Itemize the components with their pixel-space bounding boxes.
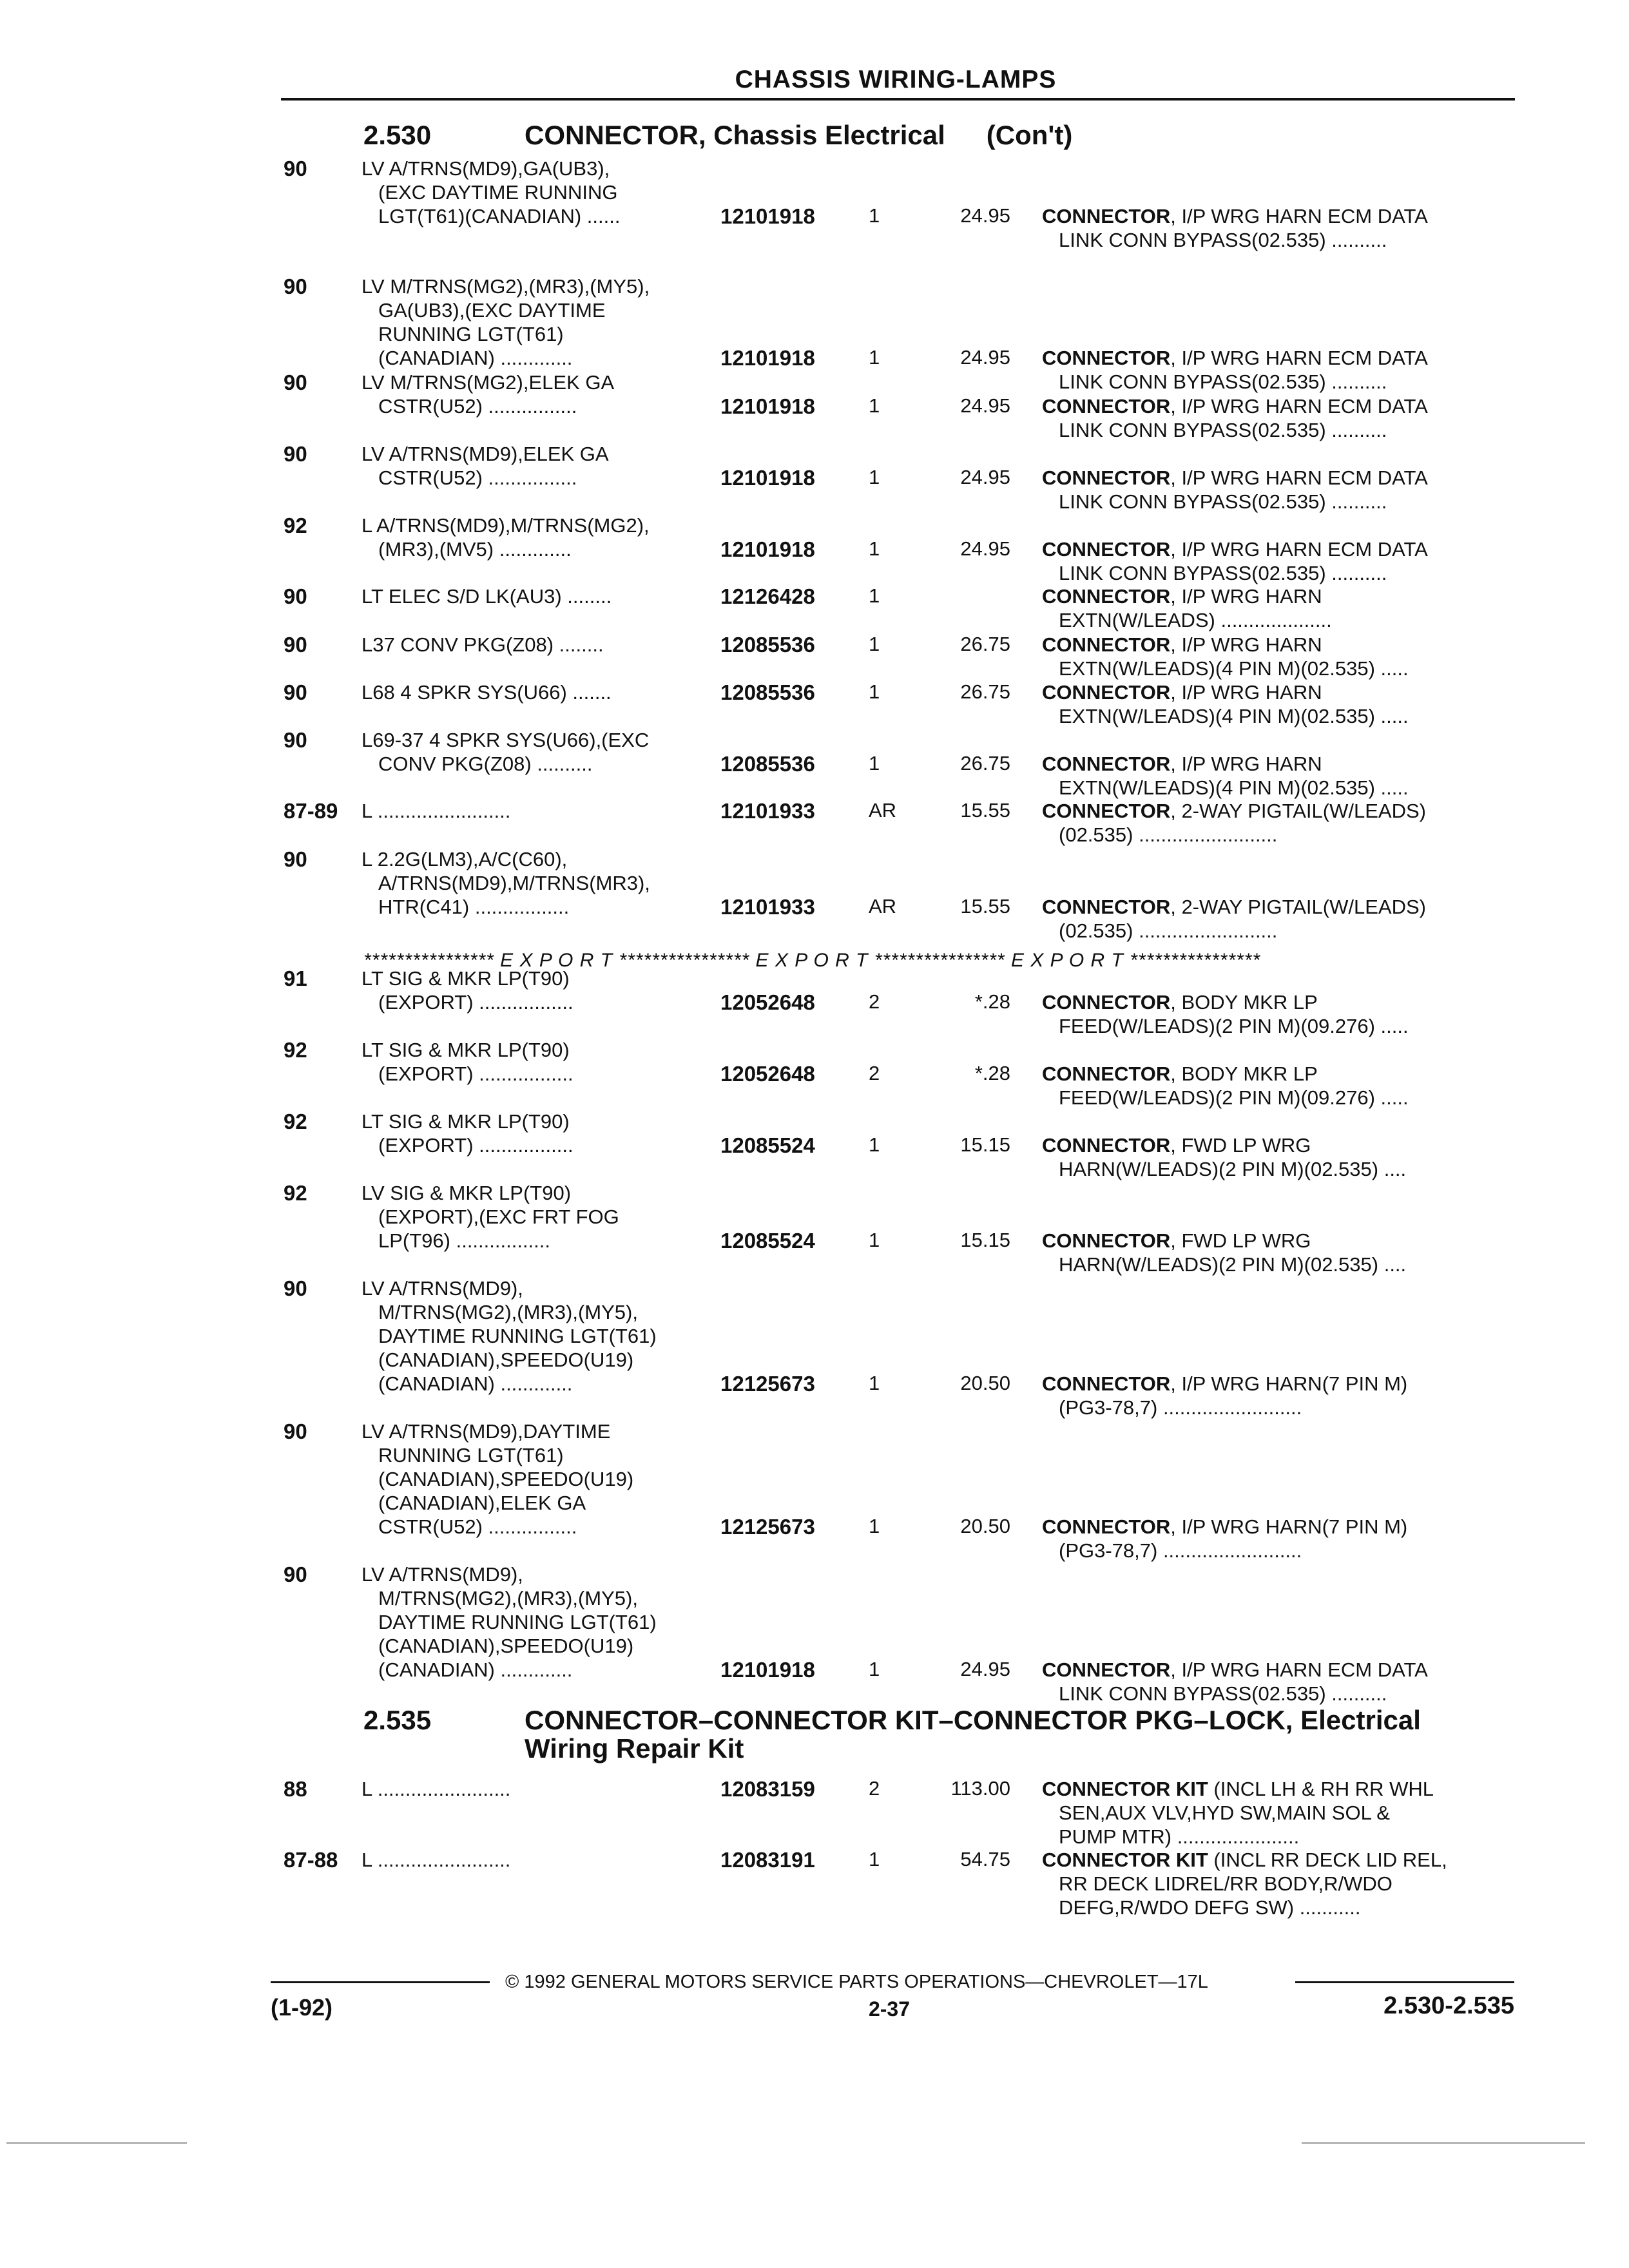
export-stars: **************** (363, 950, 494, 971)
section-number: 2.535 (363, 1705, 432, 1735)
description-line: (CANADIAN),ELEK GA (378, 1492, 586, 1514)
part-description-line: HARN(W/LEADS)(2 PIN M)(02.535) .... (1059, 1253, 1407, 1276)
export-word: E X P O R T (500, 950, 613, 971)
part-number: 12085524 (720, 1229, 815, 1253)
quantity: 1 (869, 204, 880, 227)
description-line: A/TRNS(MD9),M/TRNS(MR3), (378, 872, 650, 894)
part-detail: (INCL LH & RH RR WHL (1208, 1778, 1434, 1800)
part-detail: , I/P WRG HARN ECM DATA (1170, 538, 1428, 561)
part-number: 12125673 (720, 1515, 815, 1539)
description-line: L69-37 4 SPKR SYS(U66),(EXC (361, 729, 650, 751)
part-number: 12083191 (720, 1848, 815, 1872)
page-number: 2-37 (868, 1997, 911, 2021)
part-description (1042, 1229, 1512, 1276)
part-description (1042, 1372, 1512, 1419)
part-description-line: (02.535) ......................... (1059, 823, 1278, 846)
part-description-line: (PG3-78,7) ......................... (1059, 1396, 1302, 1419)
description-line: (CANADIAN),SPEEDO(U19) (378, 1468, 634, 1490)
part-description (1042, 1515, 1512, 1562)
part-detail: , I/P WRG HARN ECM DATA (1170, 347, 1428, 369)
description-line: GA(UB3),(EXC DAYTIME (378, 299, 606, 322)
part-name: CONNECTOR (1042, 1134, 1171, 1157)
description-line: CSTR(U52) ................ (378, 395, 577, 418)
part-description-line: LINK CONN BYPASS(02.535) .......... (1059, 229, 1387, 251)
description-line: LT ELEC S/D LK(AU3) ........ (361, 585, 612, 608)
price: *.28 (974, 990, 1010, 1013)
description-line: LV A/TRNS(MD9),DAYTIME (361, 1420, 611, 1443)
export-stars: **************** (874, 950, 1005, 971)
price: 15.55 (960, 895, 1010, 918)
part-name: CONNECTOR (1042, 896, 1171, 918)
usage-description (361, 274, 722, 370)
model-year: 92 (284, 1181, 307, 1205)
part-description-line: (02.535) ......................... (1059, 919, 1278, 942)
part-description-line: SEN,AUX VLV,HYD SW,MAIN SOL & (1059, 1802, 1390, 1824)
quantity: 2 (869, 990, 880, 1013)
part-description (1042, 1777, 1512, 1849)
part-description-line (1042, 1062, 1512, 1086)
part-description-line: (PG3-78,7) ......................... (1059, 1539, 1302, 1562)
part-detail: , I/P WRG HARN (1170, 585, 1322, 608)
description-line: L A/TRNS(MD9),M/TRNS(MG2), (361, 514, 650, 537)
export-banner (363, 950, 1512, 972)
part-description-line: PUMP MTR) ...................... (1059, 1825, 1300, 1848)
part-name: CONNECTOR KIT (1042, 1849, 1208, 1871)
usage-description (361, 1562, 722, 1682)
part-detail: , 2-WAY PIGTAIL(W/LEADS) (1170, 800, 1426, 822)
usage-description (361, 1777, 722, 1801)
part-description-line: LINK CONN BYPASS(02.535) .......... (1059, 1682, 1387, 1705)
description-line: LGT(T61)(CANADIAN) ...... (378, 205, 621, 227)
model-year: 90 (284, 274, 307, 298)
description-line: L68 4 SPKR SYS(U66) ....... (361, 681, 612, 704)
part-description-line: LINK CONN BYPASS(02.535) .......... (1059, 562, 1387, 584)
part-description-line (1042, 1777, 1512, 1801)
part-description-line: EXTN(W/LEADS)(4 PIN M)(02.535) ..... (1059, 705, 1409, 727)
description-line: RUNNING LGT(T61) (378, 1444, 564, 1466)
part-name: CONNECTOR (1042, 1658, 1171, 1681)
part-description-line (1042, 537, 1512, 561)
price: 15.15 (960, 1229, 1010, 1251)
part-detail: , I/P WRG HARN (1170, 633, 1322, 656)
part-number: 12101918 (720, 204, 815, 228)
part-detail: , I/P WRG HARN (1170, 753, 1322, 775)
part-number: 12101918 (720, 537, 815, 561)
part-number: 12126428 (720, 584, 815, 608)
part-name: CONNECTOR (1042, 753, 1171, 775)
model-year: 90 (284, 584, 307, 608)
usage-description (361, 370, 722, 418)
model-year: 90 (284, 157, 307, 180)
model-year: 90 (284, 847, 307, 871)
quantity: 1 (869, 394, 880, 417)
part-number: 12085536 (720, 752, 815, 776)
description-line: L ........................ (361, 1849, 511, 1871)
part-number: 12052648 (720, 1062, 815, 1086)
part-description (1042, 990, 1512, 1038)
quantity: 2 (869, 1062, 880, 1084)
part-description-line: EXTN(W/LEADS)(4 PIN M)(02.535) ..... (1059, 776, 1409, 799)
price: 20.50 (960, 1515, 1010, 1537)
price: 24.95 (960, 466, 1010, 488)
part-detail: , 2-WAY PIGTAIL(W/LEADS) (1170, 896, 1426, 918)
part-description (1042, 204, 1512, 252)
price: 24.95 (960, 394, 1010, 417)
part-number: 12101933 (720, 799, 815, 823)
description-line: (CANADIAN) ............. (378, 1372, 573, 1395)
model-year: 90 (284, 370, 307, 394)
description-line: LV A/TRNS(MD9), (361, 1563, 523, 1586)
part-number: 12101918 (720, 1658, 815, 1682)
model-year: 90 (284, 1276, 307, 1300)
part-number: 12083159 (720, 1777, 815, 1801)
part-name: CONNECTOR KIT (1042, 1778, 1208, 1800)
usage-description (361, 514, 722, 561)
description-line: L 2.2G(LM3),A/C(C60), (361, 848, 568, 870)
quantity: 1 (869, 346, 880, 369)
description-line: (EXPORT),(EXC FRT FOG (378, 1206, 619, 1228)
description-line: L ........................ (361, 800, 511, 822)
quantity: AR (869, 799, 897, 822)
description-line: L37 CONV PKG(Z08) ........ (361, 633, 604, 656)
part-description (1042, 1658, 1512, 1706)
part-number: 12085536 (720, 633, 815, 657)
part-description-line: RR DECK LIDREL/RR BODY,R/WDO (1059, 1872, 1393, 1895)
quantity: 1 (869, 1658, 880, 1680)
part-name: CONNECTOR (1042, 585, 1171, 608)
description-line: M/TRNS(MG2),(MR3),(MY5), (378, 1587, 638, 1610)
usage-description (361, 1110, 722, 1157)
part-description (1042, 1133, 1512, 1181)
usage-description (361, 680, 722, 704)
part-description-line: FEED(W/LEADS)(2 PIN M)(09.276) ..... (1059, 1086, 1409, 1109)
model-year: 87-89 (284, 799, 338, 823)
part-number: 12101918 (720, 346, 815, 370)
part-description-line (1042, 895, 1512, 919)
model-year: 91 (284, 966, 307, 990)
part-description-line (1042, 346, 1512, 370)
usage-description (361, 1848, 722, 1872)
footer-date: (1-92) (271, 1994, 333, 2021)
part-name: CONNECTOR (1042, 991, 1171, 1014)
part-detail: (INCL RR DECK LID REL, (1208, 1849, 1447, 1871)
model-year: 90 (284, 728, 307, 752)
export-stars: **************** (619, 950, 750, 971)
description-line: (CANADIAN),SPEEDO(U19) (378, 1635, 634, 1657)
part-description-line (1042, 1372, 1512, 1396)
description-line: CSTR(U52) ................ (378, 1515, 577, 1538)
quantity: 1 (869, 1372, 880, 1394)
description-line: HTR(C41) ................. (378, 896, 570, 918)
part-description (1042, 346, 1512, 394)
description-line: CONV PKG(Z08) .......... (378, 753, 593, 775)
part-name: CONNECTOR (1042, 395, 1171, 418)
part-description (1042, 895, 1512, 943)
part-description-line (1042, 394, 1512, 418)
price: 24.95 (960, 204, 1010, 227)
description-line: LV A/TRNS(MD9),GA(UB3), (361, 157, 610, 180)
description-line: LV SIG & MKR LP(T90) (361, 1182, 572, 1204)
quantity: 1 (869, 1848, 880, 1870)
section-title: CONNECTOR–CONNECTOR KIT–CONNECTOR PKG–LOCK, Electrical (525, 1705, 1421, 1735)
part-detail: , FWD LP WRG (1170, 1229, 1311, 1252)
part-description-line (1042, 680, 1512, 704)
part-description-line: EXTN(W/LEADS) .................... (1059, 609, 1332, 631)
part-description-line (1042, 1658, 1512, 1682)
part-description-line (1042, 1229, 1512, 1253)
description-line: LV A/TRNS(MD9), (361, 1277, 523, 1300)
model-year: 92 (284, 1110, 307, 1133)
quantity: 2 (869, 1777, 880, 1800)
part-description-line: EXTN(W/LEADS)(4 PIN M)(02.535) ..... (1059, 657, 1409, 680)
usage-description (361, 1276, 722, 1396)
description-line: (CANADIAN) ............. (378, 1658, 573, 1681)
model-year: 90 (284, 680, 307, 704)
part-description-line (1042, 633, 1512, 657)
usage-description (361, 1181, 722, 1253)
part-name: CONNECTOR (1042, 633, 1171, 656)
price: 26.75 (960, 633, 1010, 655)
description-line: (EXPORT) ................. (378, 991, 574, 1014)
description-line: LV M/TRNS(MG2),(MR3),(MY5), (361, 275, 650, 298)
part-detail: , BODY MKR LP (1170, 1062, 1318, 1085)
part-description-line (1042, 752, 1512, 776)
part-description (1042, 537, 1512, 585)
part-number: 12101933 (720, 895, 815, 919)
description-line: M/TRNS(MG2),(MR3),(MY5), (378, 1301, 638, 1323)
export-word: E X P O R T (755, 950, 869, 971)
part-description (1042, 633, 1512, 680)
part-description (1042, 1062, 1512, 1110)
part-number: 12085524 (720, 1133, 815, 1157)
quantity: 1 (869, 537, 880, 560)
part-description-line: FEED(W/LEADS)(2 PIN M)(09.276) ..... (1059, 1015, 1409, 1037)
section-heading (363, 1705, 1421, 1763)
model-year: 88 (284, 1777, 307, 1801)
part-name: CONNECTOR (1042, 538, 1171, 561)
description-line: DAYTIME RUNNING LGT(T61) (378, 1611, 657, 1633)
part-detail: , BODY MKR LP (1170, 991, 1318, 1014)
description-line: (CANADIAN),SPEEDO(U19) (378, 1349, 634, 1371)
quantity: 1 (869, 1515, 880, 1537)
description-line: LV M/TRNS(MG2),ELEK GA (361, 371, 615, 394)
quantity: 1 (869, 584, 880, 607)
usage-description (361, 584, 722, 608)
part-name: CONNECTOR (1042, 1515, 1171, 1538)
description-line: (CANADIAN) ............. (378, 347, 573, 369)
part-description-line: LINK CONN BYPASS(02.535) .......... (1059, 419, 1387, 441)
part-description-line (1042, 466, 1512, 490)
part-detail: , I/P WRG HARN(7 PIN M) (1170, 1372, 1408, 1395)
part-description-line: LINK CONN BYPASS(02.535) .......... (1059, 370, 1387, 393)
part-description (1042, 466, 1512, 514)
price: 26.75 (960, 680, 1010, 703)
header-rule (281, 98, 1515, 101)
usage-description (361, 633, 722, 657)
usage-description (361, 728, 722, 776)
section-heading (363, 120, 1072, 151)
price: 26.75 (960, 752, 1010, 774)
section-range: 2.530-2.535 (1383, 1992, 1514, 2019)
part-detail: , I/P WRG HARN (1170, 681, 1322, 704)
usage-description (361, 966, 722, 1014)
part-description-line: DEFG,R/WDO DEFG SW) ........... (1059, 1896, 1361, 1919)
page-title: CHASSIS WIRING-LAMPS (735, 66, 1057, 93)
part-description-line (1042, 1515, 1512, 1539)
part-detail: , I/P WRG HARN ECM DATA (1170, 205, 1428, 227)
export-word: E X P O R T (1010, 950, 1124, 971)
part-number: 12085536 (720, 680, 815, 704)
part-description (1042, 584, 1512, 632)
part-description-line (1042, 584, 1512, 608)
part-name: CONNECTOR (1042, 347, 1171, 369)
price: 24.95 (960, 1658, 1010, 1680)
part-detail: , I/P WRG HARN(7 PIN M) (1170, 1515, 1408, 1538)
usage-description (361, 1038, 722, 1086)
part-name: CONNECTOR (1042, 681, 1171, 704)
part-description-line (1042, 1848, 1512, 1872)
part-description (1042, 752, 1512, 800)
usage-description (361, 442, 722, 490)
model-year: 87-88 (284, 1848, 338, 1872)
description-line: (EXPORT) ................. (378, 1062, 574, 1085)
description-line: (MR3),(MV5) ............. (378, 538, 572, 561)
export-stars: **************** (1130, 950, 1261, 971)
usage-description (361, 157, 722, 228)
part-number: 12052648 (720, 990, 815, 1014)
part-number: 12101918 (720, 466, 815, 490)
section-title: CONNECTOR, Chassis Electrical (525, 120, 945, 150)
footer-rule-left (271, 1981, 490, 1983)
quantity: 1 (869, 680, 880, 703)
price: *.28 (974, 1062, 1010, 1084)
copyright: © 1992 GENERAL MOTORS SERVICE PARTS OPERATIONS—CHEVROLET—17L (505, 1972, 1208, 1992)
model-year: 90 (284, 633, 307, 657)
description-line: (EXC DAYTIME RUNNING (378, 181, 618, 204)
section-cont: (Con't) (986, 120, 1073, 150)
part-description-line (1042, 1133, 1512, 1157)
scan-mark (1302, 2142, 1585, 2144)
section-number: 2.530 (363, 120, 432, 150)
price: 113.00 (950, 1777, 1010, 1800)
usage-description (361, 1419, 722, 1539)
model-year: 90 (284, 1419, 307, 1443)
description-line: RUNNING LGT(T61) (378, 323, 564, 345)
description-line: LT SIG & MKR LP(T90) (361, 967, 570, 990)
part-description (1042, 394, 1512, 442)
part-name: CONNECTOR (1042, 1229, 1171, 1252)
description-line: LT SIG & MKR LP(T90) (361, 1039, 570, 1061)
part-name: CONNECTOR (1042, 800, 1171, 822)
part-name: CONNECTOR (1042, 205, 1171, 227)
part-name: CONNECTOR (1042, 1372, 1171, 1395)
description-line: CSTR(U52) ................ (378, 466, 577, 489)
price: 24.95 (960, 537, 1010, 560)
description-line: (EXPORT) ................. (378, 1134, 574, 1157)
part-description-line (1042, 990, 1512, 1014)
part-number: 12101918 (720, 394, 815, 418)
part-description-line: LINK CONN BYPASS(02.535) .......... (1059, 490, 1387, 513)
footer-rule-right (1295, 1981, 1514, 1983)
part-name: CONNECTOR (1042, 466, 1171, 489)
part-description-line (1042, 204, 1512, 228)
price: 24.95 (960, 346, 1010, 369)
price: 15.15 (960, 1133, 1010, 1156)
part-detail: , I/P WRG HARN ECM DATA (1170, 466, 1428, 489)
description-line: L ........................ (361, 1778, 511, 1800)
quantity: 1 (869, 633, 880, 655)
part-description (1042, 1848, 1512, 1919)
part-description (1042, 799, 1512, 847)
part-description-line: HARN(W/LEADS)(2 PIN M)(02.535) .... (1059, 1158, 1407, 1180)
price: 15.55 (960, 799, 1010, 822)
description-line: LP(T96) ................. (378, 1229, 551, 1252)
price: 54.75 (960, 1848, 1010, 1870)
section-subtitle: Wiring Repair Kit (525, 1733, 744, 1763)
part-name: CONNECTOR (1042, 1062, 1171, 1085)
quantity: 1 (869, 1229, 880, 1251)
description-line: LT SIG & MKR LP(T90) (361, 1110, 570, 1133)
quantity: AR (869, 895, 897, 918)
model-year: 92 (284, 514, 307, 537)
scan-mark (6, 2142, 187, 2144)
part-detail: , I/P WRG HARN ECM DATA (1170, 1658, 1428, 1681)
part-description (1042, 680, 1512, 728)
price: 20.50 (960, 1372, 1010, 1394)
part-detail: , FWD LP WRG (1170, 1134, 1311, 1157)
model-year: 90 (284, 442, 307, 466)
usage-description (361, 799, 722, 823)
part-number: 12125673 (720, 1372, 815, 1396)
quantity: 1 (869, 466, 880, 488)
part-detail: , I/P WRG HARN ECM DATA (1170, 395, 1428, 418)
model-year: 92 (284, 1038, 307, 1062)
description-line: LV A/TRNS(MD9),ELEK GA (361, 443, 609, 465)
model-year: 90 (284, 1562, 307, 1586)
description-line: DAYTIME RUNNING LGT(T61) (378, 1325, 657, 1347)
quantity: 1 (869, 752, 880, 774)
part-description-line (1042, 799, 1512, 823)
usage-description (361, 847, 722, 919)
quantity: 1 (869, 1133, 880, 1156)
